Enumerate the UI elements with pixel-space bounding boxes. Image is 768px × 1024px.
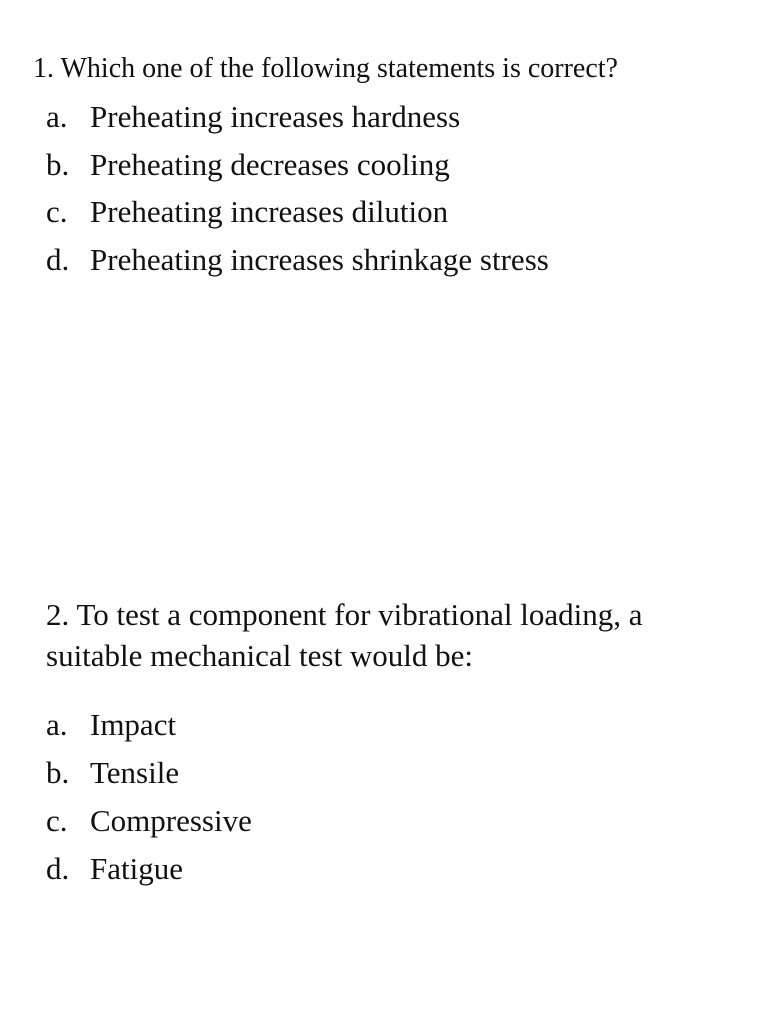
option-letter: d.: [46, 851, 70, 886]
question-2-stem: 2. To test a component for vibrational loading, a suitable mechanical test would be:: [46, 597, 643, 673]
question-2-option-a: [46, 704, 252, 752]
question-2-options: [46, 704, 252, 896]
option-text: Impact: [90, 707, 177, 742]
option-text: Preheating increases hardness: [90, 99, 461, 134]
question-2-option-c: [46, 800, 252, 848]
option-text: Preheating increases dilution: [90, 194, 449, 229]
option-letter: c.: [46, 194, 68, 229]
question-1-option-b: [46, 144, 549, 192]
option-letter: a.: [46, 707, 68, 742]
question-2-option-d: [46, 848, 252, 896]
option-letter: c.: [46, 803, 68, 838]
question-1-options: [46, 96, 549, 286]
option-text: Preheating decreases cooling: [90, 146, 450, 182]
option-letter: a.: [46, 99, 68, 134]
question-1-option-a: [46, 96, 549, 144]
option-letter: b.: [46, 146, 70, 182]
option-text: Preheating increases shrinkage stress: [90, 241, 549, 277]
option-letter: d.: [46, 241, 70, 277]
option-letter: b.: [46, 755, 70, 790]
question-2-option-b: [46, 752, 252, 800]
question-1-stem: 1. Which one of the following statements is correct?: [33, 53, 618, 84]
option-text: Compressive: [90, 803, 252, 838]
option-text: Tensile: [90, 755, 180, 790]
option-text: Fatigue: [90, 851, 183, 886]
question-1-option-c: [46, 191, 549, 239]
question-1-option-d: [46, 239, 549, 287]
